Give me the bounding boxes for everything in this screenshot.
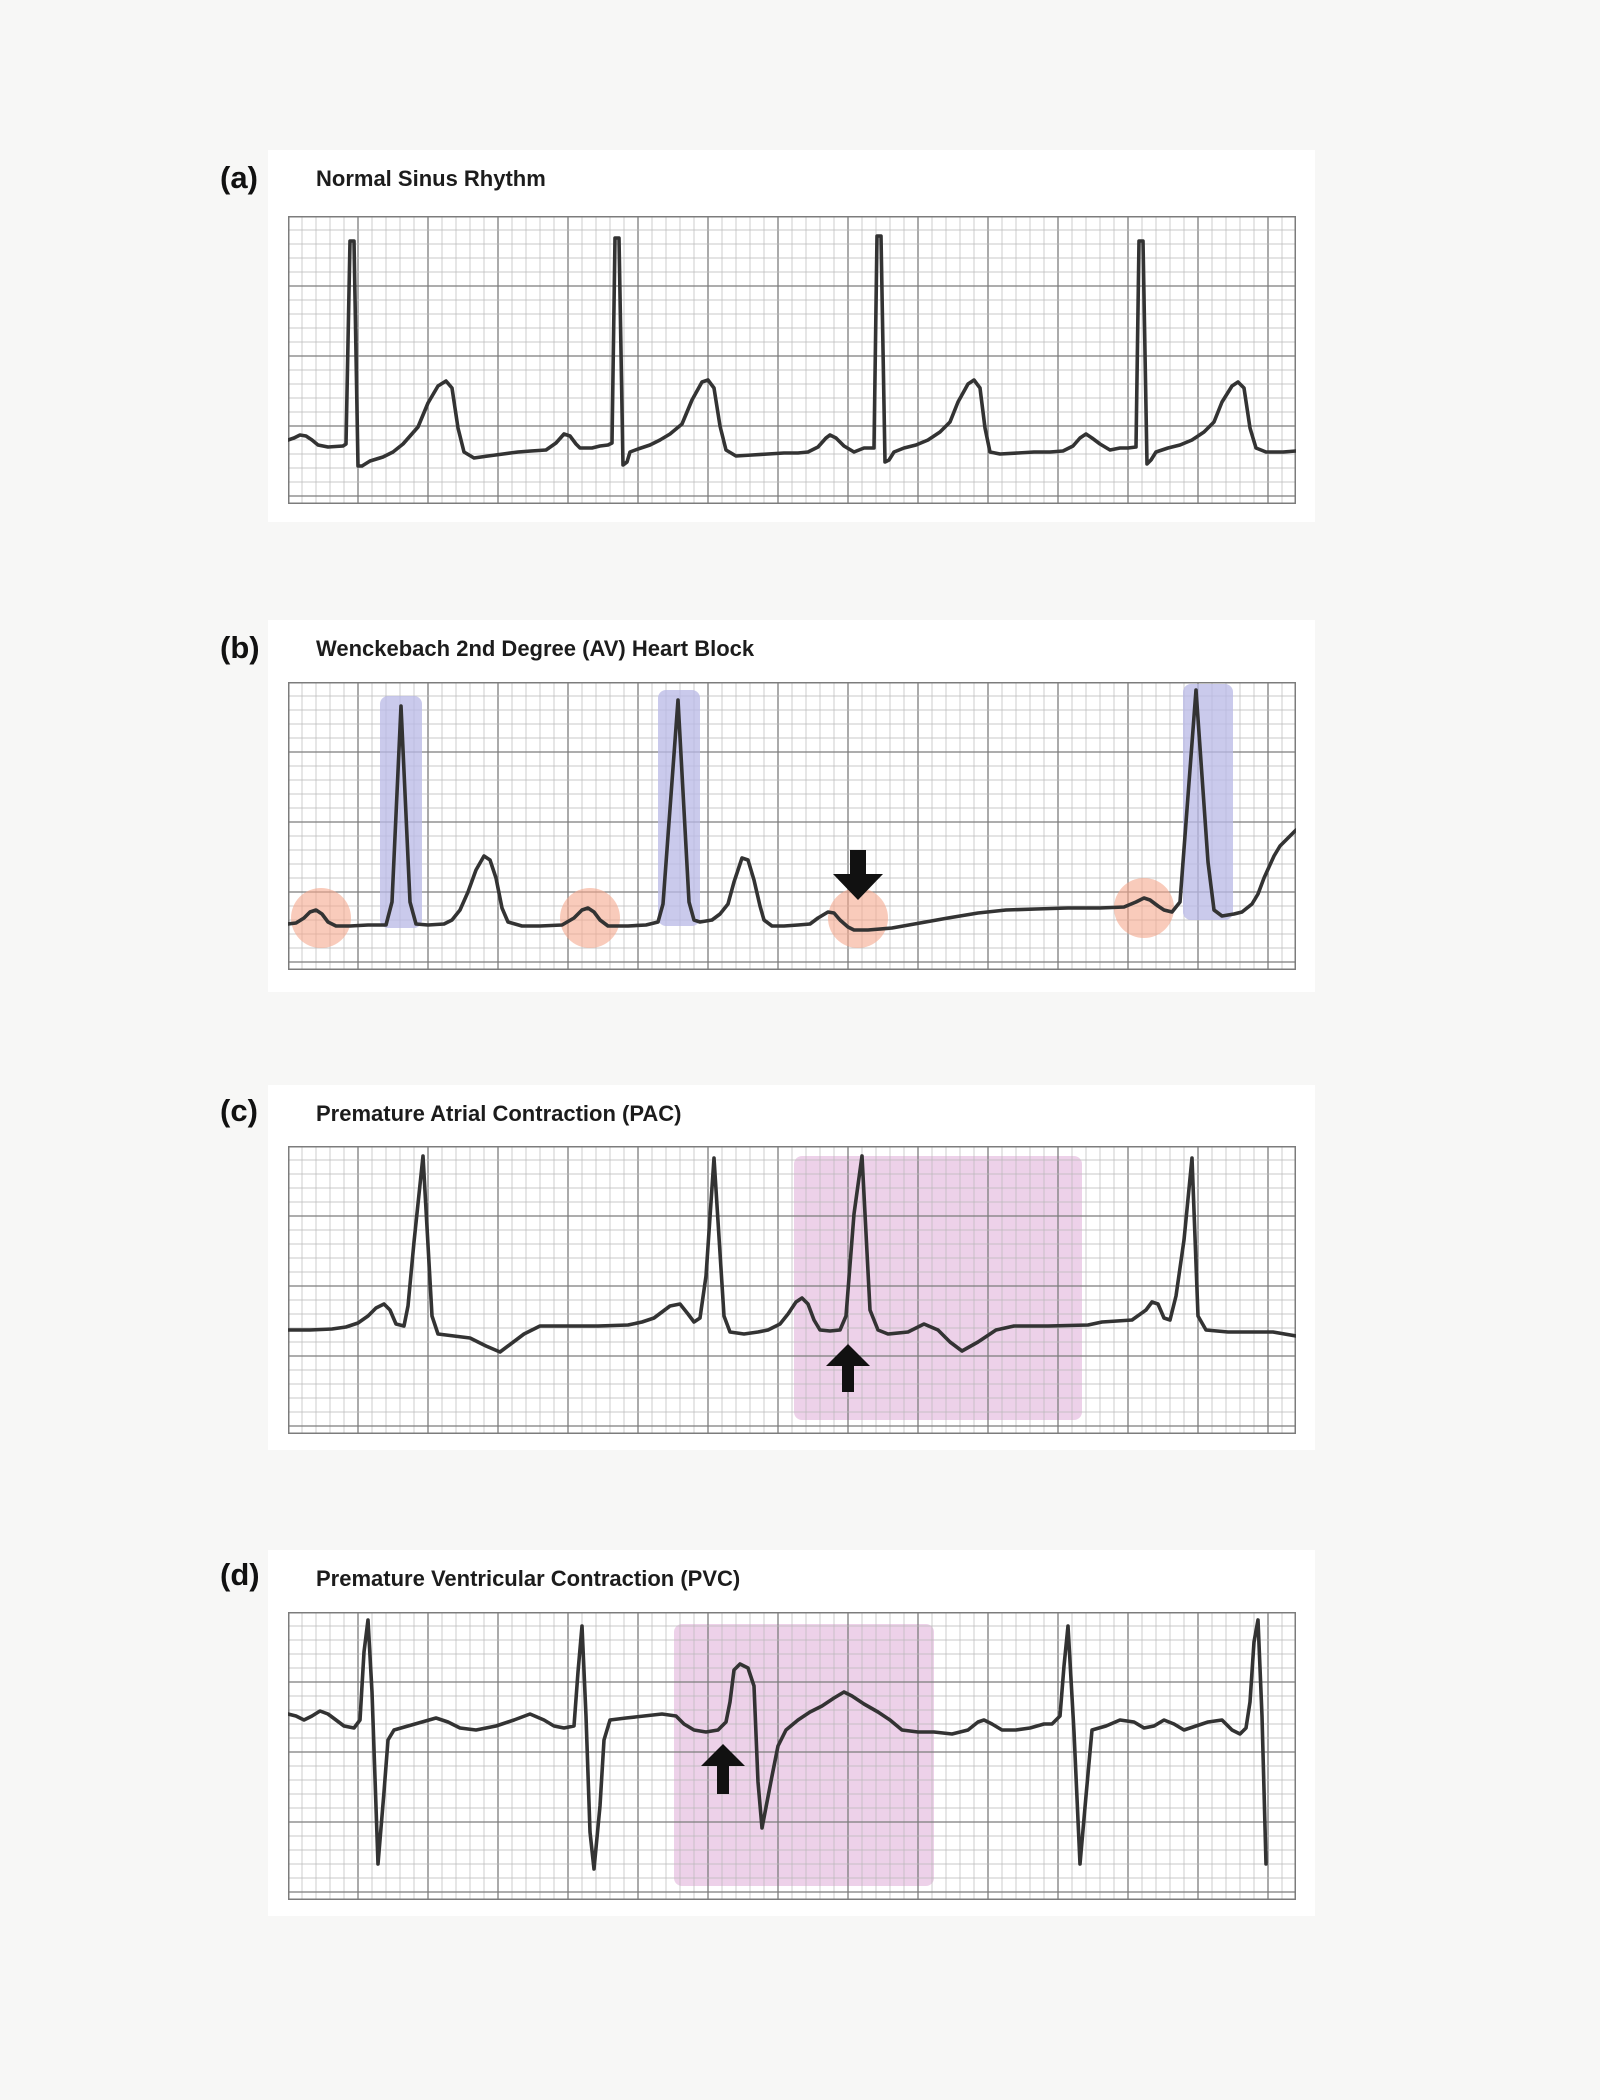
panel-b-title: Wenckebach 2nd Degree (AV) Heart Block <box>316 636 755 661</box>
ecg-strip-d <box>288 1612 1296 1900</box>
qrs-highlight <box>1183 684 1233 920</box>
ecg-grid <box>288 1612 1296 1900</box>
ecg-grid <box>288 1146 1296 1434</box>
ecg-strip-a <box>288 216 1296 504</box>
p-wave-highlight <box>291 888 351 948</box>
ecg-strip-b <box>288 682 1296 970</box>
panel-d-card <box>268 1550 1315 1916</box>
abnormal-beat-highlight <box>794 1156 1082 1420</box>
panel-a-title: Normal Sinus Rhythm <box>316 166 546 191</box>
panel-c-title: Premature Atrial Contraction (PAC) <box>316 1101 682 1126</box>
panel-a-card <box>268 150 1315 522</box>
p-wave-highlight <box>560 888 620 948</box>
ecg-strip-c <box>288 1146 1296 1434</box>
panel-label-a: (a) <box>220 160 258 195</box>
panel-b-card <box>268 620 1315 992</box>
panel-label-d: (d) <box>220 1557 260 1592</box>
panel-label-b: (b) <box>220 630 260 665</box>
panel-d-title: Premature Ventricular Contraction (PVC) <box>316 1566 741 1591</box>
panel-c-card <box>268 1085 1315 1450</box>
panel-label-c: (c) <box>220 1093 258 1128</box>
